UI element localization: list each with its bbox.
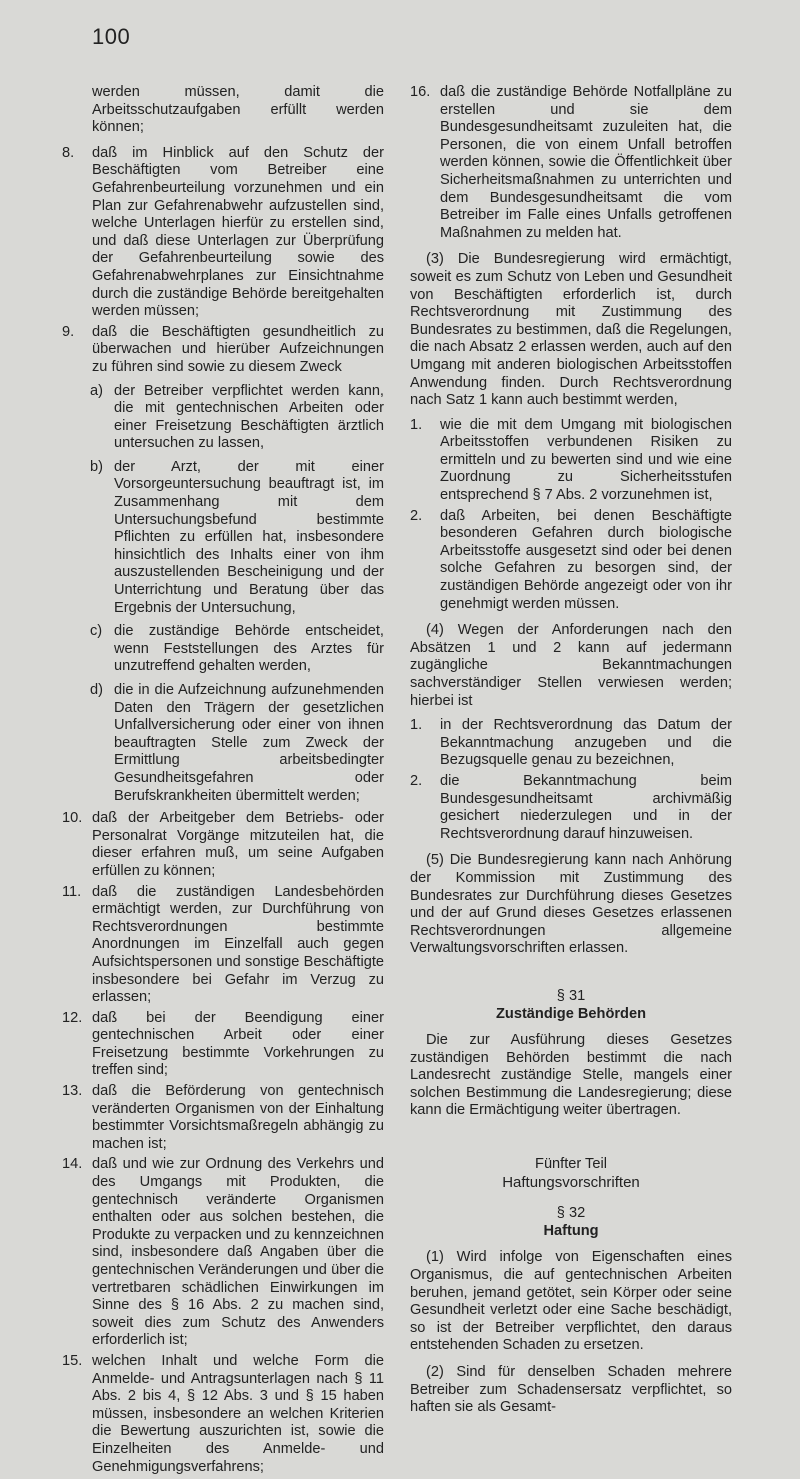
item-text: daß die zuständigen Landesbehörden ermächtigt werden, zur Durchführung von Rechtsverordnungen bestimmte Anordnungen im Einzelfall auch gegen Aufsichtspersonen und sonstige Beschäftigte insbesondere bei Gefahr im Verzug zu erlassen; bbox=[92, 883, 384, 1006]
item-number: 16. bbox=[410, 84, 431, 100]
sub-item-text: die in die Aufzeichnung aufzunehmenden Daten den Trägern der gesetzlichen Unfallversicherung oder einer von ihnen beauftragten Stelle zum Zweck der Ermittlung arbeitsbedingter Gesundheitsgefahren oder Berufskrankheiten übermittelt werden; bbox=[114, 682, 384, 804]
item-text: daß und wie zur Ordnung des Verkehrs und des Umgangs mit Produkten, die gentechnisch veränderte Organismen enthalten oder aus solchen bestehen, die Produkte zu verpacken und zu kennzeichnen sind, insbesondere daß Angaben über die gentechnischen Veränderungen und über die vertretbaren schädlichen Einwirkungen im Sinne des § 16 Abs. 2 zu machen sind, soweit dies zum Schutz des Anwenders erforderlich ist; bbox=[92, 1156, 384, 1349]
item-text: daß Arbeiten, bei denen Beschäftigte besonderen Gefahren durch biologische Arbeitsstoffe ausgesetzt sind oder bei denen solche Gefahren zu besorgen sind, der zuständigen Behörde angezeigt oder von ihr genehmigt werden müssen. bbox=[440, 507, 732, 612]
list-item-12 bbox=[62, 1010, 384, 1080]
item-text: welchen Inhalt und welche Form die Anmelde- und Antragsunterlagen nach § 11 Abs. 2 bis 4, § 12 Abs. 3 und § 15 haben müssen, insbesondere an welchen Kriterien die Bewertung auszurichten ist, sowie die Einzelheiten des Anmelde- und Genehmigungsverfahrens; bbox=[92, 1352, 384, 1475]
item-number: 12. bbox=[62, 1009, 83, 1026]
item-number: 2. bbox=[410, 772, 423, 789]
item-number: 10. bbox=[62, 810, 83, 827]
paragraph-3-item-2 bbox=[410, 508, 732, 614]
part-title: Haftungsvorschriften bbox=[502, 1173, 640, 1191]
section-32-number: § 32 bbox=[556, 1205, 586, 1222]
item-number: 1. bbox=[410, 717, 423, 734]
list-item-15 bbox=[62, 1353, 384, 1476]
item-text: die Bekanntmachung beim Bundesgesundheitsamt archivmäßig gesichert niederzulegen und in der Rechtsverordnung darauf hinzuweisen. bbox=[440, 772, 732, 842]
paragraph-3: (3) Die Bundesregierung wird ermächtigt, soweit es zum Schutz von Leben und Gesundheit von Beschäftigten erforderlich ist, durch Rechtsverordnung mit Zustimmung des Bundesrates zu bestimmen, daß die Regelungen, die nach Absatz 2 erlassen werden, auch auf den Umgang mit anderen biologischen Arbeitsstoffen Anwendung finden. Durch Rechtsverordnung nach Satz 1 kann auch bestimmt werden, bbox=[410, 251, 732, 409]
paragraph-4-item-1 bbox=[410, 717, 732, 770]
item-text: daß im Hinblick auf den Schutz der Beschäftigten vom Betreiber eine Gefahrenbeurteilung vorzunehmen und ein Plan zur Gefahrenabwehr aufzustellen sind, welche Unterlagen hierfür zu erstellen sind, und daß diese Unterlagen zur Überprüfung der Gefahrenbeurteilung sowie des Gefahrenabwehrplanes zur Einsichtnahme durch die zuständige Behörde bereitgehalten werden müssen; bbox=[92, 144, 384, 320]
paragraph-5: (5) Die Bundesregierung kann nach Anhörung der Kommission mit Zustimmung des Bundesrates zur Durchführung dieses Gesetzes und der auf Grund dieses Gesetzes erlassenen Rechtsverordnungen allgemeine Verwaltungsvorschriften erlassen. bbox=[410, 852, 732, 957]
sub-item-a bbox=[62, 383, 384, 453]
list-item-13 bbox=[62, 1083, 384, 1153]
list-item-16 bbox=[410, 84, 732, 242]
paragraph-3-item-1 bbox=[410, 417, 732, 505]
paragraph-4-item-2 bbox=[410, 773, 732, 843]
item-number: 1. bbox=[410, 416, 423, 433]
sub-item-c bbox=[62, 623, 384, 676]
item-text: in der Rechtsverordnung das Datum der Bekanntmachung anzugeben und die Bezugsquelle genau zu bezeichnen, bbox=[440, 717, 732, 769]
page-number: 100 bbox=[92, 24, 131, 49]
sub-item-letter: b) bbox=[90, 458, 103, 475]
section-32-paragraph-2: (2) Sind für denselben Schaden mehrere Betreiber zum Schadensersatz verpflichtet, so haften sie als Gesamt- bbox=[410, 1364, 732, 1416]
item-number: 11. bbox=[62, 883, 82, 900]
item-number: 2. bbox=[410, 507, 423, 524]
sub-item-letter: d) bbox=[90, 682, 103, 698]
list-item-10 bbox=[62, 810, 384, 880]
section-32-paragraph-1: (1) Wird infolge von Eigenschaften eines Organismus, die auf gentechnischen Arbeiten beruhen, jemand getötet, sein Körper oder seine Gesundheit verletzt oder eine Sache beschädigt, so ist der Betreiber verpflichtet, den daraus entstehenden Schaden zu ersetzen. bbox=[410, 1249, 732, 1354]
left-column bbox=[62, 84, 384, 1479]
section-32-title: Haftung bbox=[543, 1222, 599, 1239]
sub-item-b bbox=[62, 459, 384, 617]
item-text: daß die zuständige Behörde Notfallpläne zu erstellen und sie dem Bundesgesundheitsamt zuzuleiten hat, die Personen, die von einem Unfall betroffen werden können, sowie die Öffentlichkeit über Sicherheitsmaßnahmen zu unterrichten und dem Bundesgesundheitsamt die vom Betreiber im Falle eines Unfalls getroffenen Maßnahmen zu melden hat. bbox=[440, 84, 732, 241]
sub-item-text: der Arzt, der mit einer Vorsorgeuntersuchung beauftragt ist, im Zusammenhang mit dem Untersuchungsbefund bestimmte Pflichten zu erfüllen hat, insbesondere hinsichtlich des Inhalts einer von ihm auszustellenden Bescheinigung und der Unterrichtung und Beratung über das Ergebnis der Untersuchung, bbox=[114, 458, 384, 616]
sub-item-text: die zuständige Behörde entscheidet, wenn Feststellungen des Arztes für unzutreffend gehalten werden, bbox=[114, 623, 384, 675]
sub-item-letter: a) bbox=[90, 382, 103, 399]
paragraph-4: (4) Wegen der Anforderungen nach den Absätzen 1 und 2 kann auf jedermann zugängliche Bekanntmachungen sachverständiger Stellen verwiesen werden; hierbei ist bbox=[410, 622, 732, 709]
section-31-title: Zuständige Behörden bbox=[496, 1005, 646, 1022]
item-text: daß der Arbeitgeber dem Betriebs- oder Personalrat Vorgänge mitzuteilen hat, die dieser erfahren muß, um seine Aufgaben erfüllen zu können; bbox=[92, 810, 384, 879]
list-item-11 bbox=[62, 884, 384, 1007]
sub-item-d bbox=[62, 682, 384, 805]
part-number: Fünfter Teil bbox=[535, 1156, 607, 1173]
item-text: daß die Beförderung von gentechnisch veränderten Organismen von der Einhaltung bestimmter Vorsichtsmaßregeln abhängig zu machen ist; bbox=[92, 1083, 384, 1152]
list-item-14 bbox=[62, 1156, 384, 1350]
sub-item-text: der Betreiber verpflichtet werden kann, die mit gentechnischen Arbeiten oder einer Freisetzung Beschäftigten ärztlich untersuchen zu lassen, bbox=[114, 382, 384, 452]
section-31-number: § 31 bbox=[556, 987, 586, 1004]
item-text: daß die Beschäftigten gesundheitlich zu überwachen und hierüber Aufzeichnungen zu führen sind sowie zu diesem Zweck bbox=[92, 323, 384, 375]
list-item-8 bbox=[62, 145, 384, 321]
item-number: 14. bbox=[62, 1156, 83, 1173]
right-column bbox=[410, 84, 732, 1424]
continuation-text: werden müssen, damit die Arbeitsschutzaufgaben erfüllt werden können; bbox=[92, 84, 384, 136]
item-number: 8. bbox=[62, 144, 75, 161]
item-text: daß bei der Beendigung einer gentechnischen Arbeit oder einer Freisetzung bestimmte Vorkehrungen zu treffen sind; bbox=[92, 1009, 384, 1079]
item-number: 13. bbox=[62, 1083, 83, 1100]
list-item-9 bbox=[62, 324, 384, 377]
item-number: 9. bbox=[62, 323, 75, 340]
item-number: 15. bbox=[62, 1352, 83, 1369]
sub-item-letter: c) bbox=[90, 623, 103, 640]
section-31-text: Die zur Ausführung dieses Gesetzes zuständigen Behörden bestimmt die nach Landesrecht zuständige Stelle, mangels einer solchen Bestimmung die Landesregierung; diese kann die Ermächtigung weiter übertragen. bbox=[410, 1032, 732, 1119]
item-text: wie die mit dem Umgang mit biologischen Arbeitsstoffen verbundenen Risiken zu ermitteln und zu bewerten sind und wie eine Zuordnung zu Sicherheitsstufen entsprechend § 7 Abs. 2 vorzunehmen ist, bbox=[440, 416, 732, 504]
